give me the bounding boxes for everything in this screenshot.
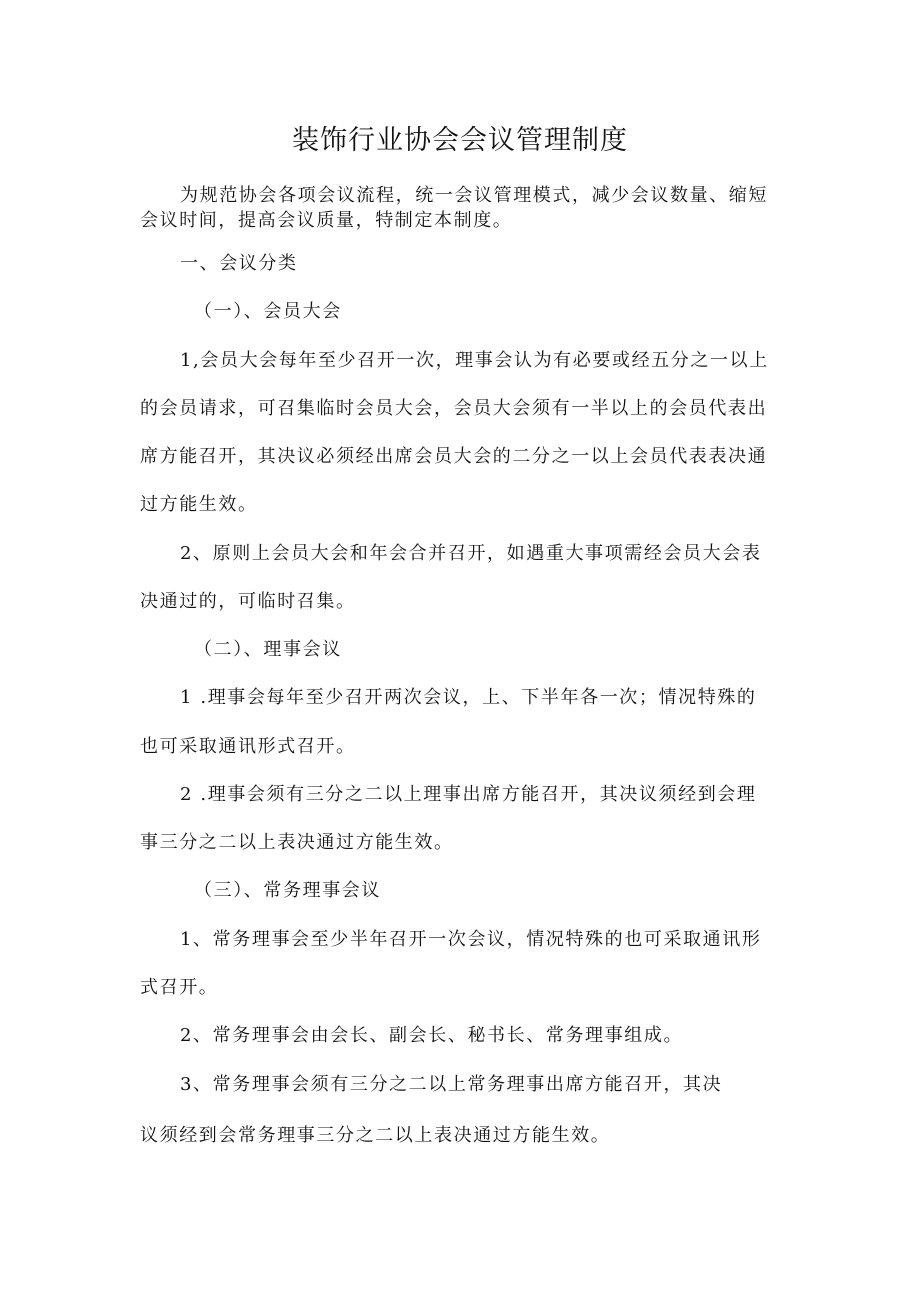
- paragraph-line: 的会员请求，可召集临时会员大会，会员大会须有一半以上的会员代表出: [140, 398, 768, 419]
- paragraph-line: 2、常务理事会由会长、副会长、秘书长、常务理事组成。: [180, 1025, 684, 1046]
- subsection-heading-1: （一）、会员大会: [194, 301, 342, 322]
- document-title: 装饰行业协会会议管理制度: [292, 125, 628, 156]
- paragraph-line: 2、原则上会员大会和年会合并召开，如遇重大事项需经会员大会表: [180, 543, 762, 564]
- paragraph-line: 决通过的，可临时召集。: [140, 591, 356, 612]
- paragraph-line: 议须经到会常务理事三分之二以上表决通过方能生效。: [140, 1125, 611, 1146]
- paragraph-line: 1,会员大会每年至少召开一次，理事会认为有必要或经五分之一以上: [180, 350, 769, 371]
- paragraph-line: 1 .理事会每年至少召开两次会议，上、下半年各一次；情况特殊的: [180, 687, 757, 708]
- paragraph-line: 过方能生效。: [140, 494, 258, 515]
- subsection-heading-3: （三）、常务理事会议: [194, 880, 381, 901]
- paragraph-line: 3、常务理事会须有三分之二以上常务理事出席方能召开，其决: [180, 1074, 723, 1095]
- section-heading: 一、会议分类: [180, 253, 298, 274]
- paragraph-line: 也可采取通讯形式召开。: [140, 736, 356, 757]
- subsection-heading-2: （二）、理事会议: [194, 639, 342, 660]
- paragraph-line: 席方能召开，其决议必须经出席会员大会的二分之一以上会员代表表决通: [140, 446, 768, 467]
- paragraph-line: 式召开。: [140, 977, 219, 998]
- paragraph-line: 2 .理事会须有三分之二以上理事出席方能召开，其决议须经到会理: [180, 784, 757, 805]
- paragraph-line: 1、常务理事会至少半年召开一次会议，情况特殊的也可采取通讯形: [180, 929, 762, 950]
- intro-line-2: 会议时间，提高会议质量，特制定本制度。: [140, 210, 513, 231]
- intro-line-1: 为规范协会各项会议流程，统一会议管理模式，减少会议数量、缩短: [180, 185, 768, 206]
- paragraph-line: 事三分之二以上表决通过方能生效。: [140, 832, 454, 853]
